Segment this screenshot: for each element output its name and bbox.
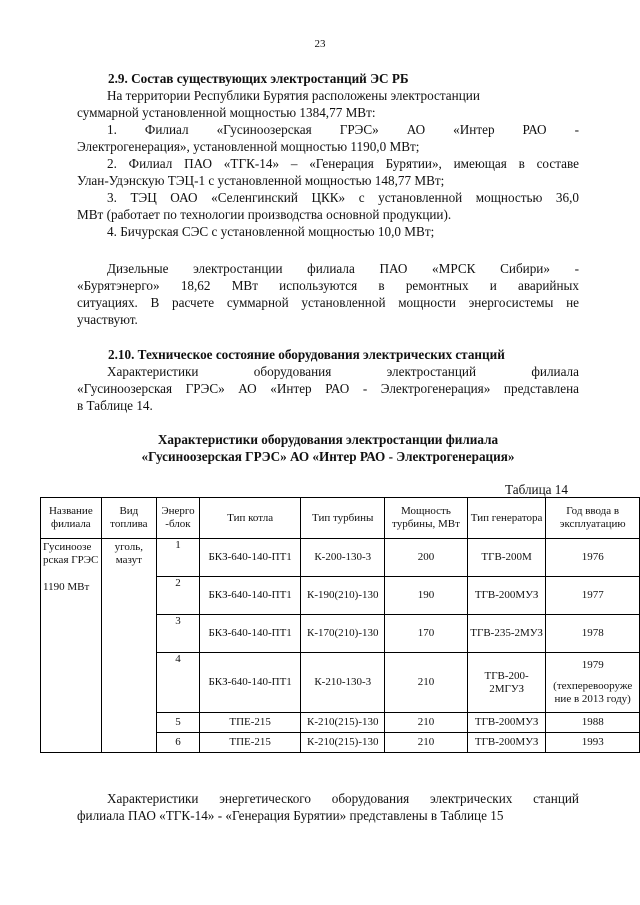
diesel-paragraph bbox=[77, 260, 579, 328]
station-name: Гусиноозе рская ГРЭС bbox=[43, 541, 99, 566]
diesel-line-2: «Бурятэнерго» 18,62 МВт используются в ремонтных и аварийных bbox=[77, 278, 579, 293]
header-turbine-type: Тип турбины bbox=[301, 498, 385, 539]
turbine-cell: К-200-130-3 bbox=[301, 539, 385, 577]
header-turbine-power: Мощность турбины, МВт bbox=[385, 498, 468, 539]
year-cell bbox=[546, 653, 640, 713]
list-item-1-line-2: Электрогенерация», установленной мощностью 1190,0 МВт; bbox=[77, 139, 420, 154]
year-note: (техперевооруже ние в 2013 году) bbox=[553, 680, 633, 705]
boiler-cell: БКЗ-640-140-ПТ1 bbox=[199, 653, 301, 713]
list-item-3-line-1: 3. ТЭЦ ОАО «Селенгинский ЦКК» с установленной мощностью 36,0 bbox=[107, 190, 579, 205]
diesel-line-1: Дизельные электростанции филиала ПАО «МРСК Сибири» - bbox=[107, 261, 579, 276]
turbine-cell: К-190(210)-130 bbox=[301, 577, 385, 615]
power-cell: 190 bbox=[385, 577, 468, 615]
year-cell: 1976 bbox=[546, 539, 640, 577]
turbine-cell: К-210(215)-130 bbox=[301, 713, 385, 733]
station-power: 1190 МВт bbox=[43, 581, 90, 593]
list-item-3-line-2: МВт (работает по технологии производства основной продукции). bbox=[77, 207, 452, 222]
list-item-4 bbox=[77, 223, 579, 240]
station-name-cell bbox=[41, 539, 102, 753]
power-cell: 210 bbox=[385, 653, 468, 713]
table-header-row bbox=[41, 498, 640, 539]
year-value: 1979 bbox=[581, 659, 604, 671]
section-heading-2-10: 2.10. Техническое состояние оборудования электрических станций bbox=[108, 347, 505, 362]
section-2-10-paragraph bbox=[77, 363, 579, 414]
table-caption bbox=[77, 431, 579, 465]
table-number: Таблица 14 bbox=[505, 482, 568, 497]
boiler-cell: ТПЕ-215 bbox=[199, 733, 301, 753]
header-generator-type: Тип генератора bbox=[467, 498, 546, 539]
generator-cell: ТГВ-200МУЗ bbox=[467, 713, 546, 733]
header-branch-name: Название филиала bbox=[41, 498, 102, 539]
generator-cell: ТГВ-200-2МГУЗ bbox=[467, 653, 546, 713]
list-item-1-line-1: 1. Филиал «Гусиноозерская ГРЭС» АО «Интер РАО - bbox=[107, 122, 579, 137]
diesel-line-3: ситуациях. В расчете суммарной установленной мощности энергосистемы не bbox=[77, 295, 579, 310]
block-cell: 1 bbox=[157, 539, 200, 577]
generator-cell: ТГВ-200МУЗ bbox=[467, 577, 546, 615]
block-cell: 3 bbox=[157, 615, 200, 653]
section-2-10-line-3: в Таблице 14. bbox=[77, 398, 153, 413]
list-item-2-line-2: Улан-Удэнскую ТЭЦ-1 с установленной мощностью 148,77 МВт; bbox=[77, 173, 445, 188]
header-power-unit: Энерго -блок bbox=[157, 498, 200, 539]
header-fuel-type: Вид топлива bbox=[101, 498, 156, 539]
generator-cell: ТГВ-200М bbox=[467, 539, 546, 577]
year-cell: 1993 bbox=[546, 733, 640, 753]
generator-cell: ТГВ-235-2МУЗ bbox=[467, 615, 546, 653]
block-cell: 6 bbox=[157, 733, 200, 753]
boiler-cell: БКЗ-640-140-ПТ1 bbox=[199, 615, 301, 653]
power-cell: 200 bbox=[385, 539, 468, 577]
boiler-cell: БКЗ-640-140-ПТ1 bbox=[199, 539, 301, 577]
header-commission-year: Год ввода в эксплуатацию bbox=[546, 498, 640, 539]
year-cell: 1978 bbox=[546, 615, 640, 653]
boiler-cell: ТПЕ-215 bbox=[199, 713, 301, 733]
table-caption-line-2: «Гусиноозерская ГРЭС» АО «Интер РАО - Электрогенерация» bbox=[141, 449, 515, 464]
block-cell: 4 bbox=[157, 653, 200, 713]
header-boiler-type: Тип котла bbox=[199, 498, 301, 539]
generator-cell: ТГВ-200МУЗ bbox=[467, 733, 546, 753]
list-item-2 bbox=[77, 155, 579, 189]
turbine-cell: К-210(215)-130 bbox=[301, 733, 385, 753]
turbine-cell: К-210-130-3 bbox=[301, 653, 385, 713]
year-cell: 1977 bbox=[546, 577, 640, 615]
intro-line-2: суммарной установленной мощностью 1384,77 МВт: bbox=[77, 105, 376, 120]
closing-paragraph bbox=[77, 790, 579, 824]
diesel-line-4: участвуют. bbox=[77, 312, 138, 327]
power-cell: 210 bbox=[385, 713, 468, 733]
table-row bbox=[41, 539, 640, 577]
page-number: 23 bbox=[314, 38, 326, 50]
year-cell: 1988 bbox=[546, 713, 640, 733]
section-heading-2-9: 2.9. Состав существующих электростанций ЭС РБ bbox=[108, 71, 409, 86]
power-cell: 210 bbox=[385, 733, 468, 753]
block-cell: 5 bbox=[157, 713, 200, 733]
block-cell: 2 bbox=[157, 577, 200, 615]
section-2-10-line-1: Характеристики оборудования электростанций филиала bbox=[107, 364, 579, 379]
closing-line-1: Характеристики энергетического оборудования электрических станций bbox=[107, 791, 579, 806]
turbine-cell: К-170(210)-130 bbox=[301, 615, 385, 653]
power-cell: 170 bbox=[385, 615, 468, 653]
boiler-cell: БКЗ-640-140-ПТ1 bbox=[199, 577, 301, 615]
section-2-10-line-2: «Гусиноозерская ГРЭС» АО «Интер РАО - Электрогенерация» представлена bbox=[77, 381, 579, 396]
list-item-4-line-1: 4. Бичурская СЭС с установленной мощностью 10,0 МВт; bbox=[107, 224, 435, 239]
fuel-cell: уголь, мазут bbox=[101, 539, 156, 753]
intro-line-1: На территории Республики Бурятия расположены электростанции bbox=[107, 88, 480, 103]
list-item-2-line-1: 2. Филиал ПАО «ТГК-14» – «Генерация Бурятии», имеющая в составе bbox=[107, 156, 579, 171]
table-caption-line-1: Характеристики оборудования электростанции филиала bbox=[157, 432, 499, 447]
closing-line-2: филиала ПАО «ТГК-14» - «Генерация Бурятии» представлены в Таблице 15 bbox=[77, 808, 504, 823]
intro-paragraph bbox=[77, 87, 579, 121]
list-item-3 bbox=[77, 189, 579, 223]
equipment-table bbox=[40, 497, 640, 753]
list-item-1 bbox=[77, 121, 579, 155]
